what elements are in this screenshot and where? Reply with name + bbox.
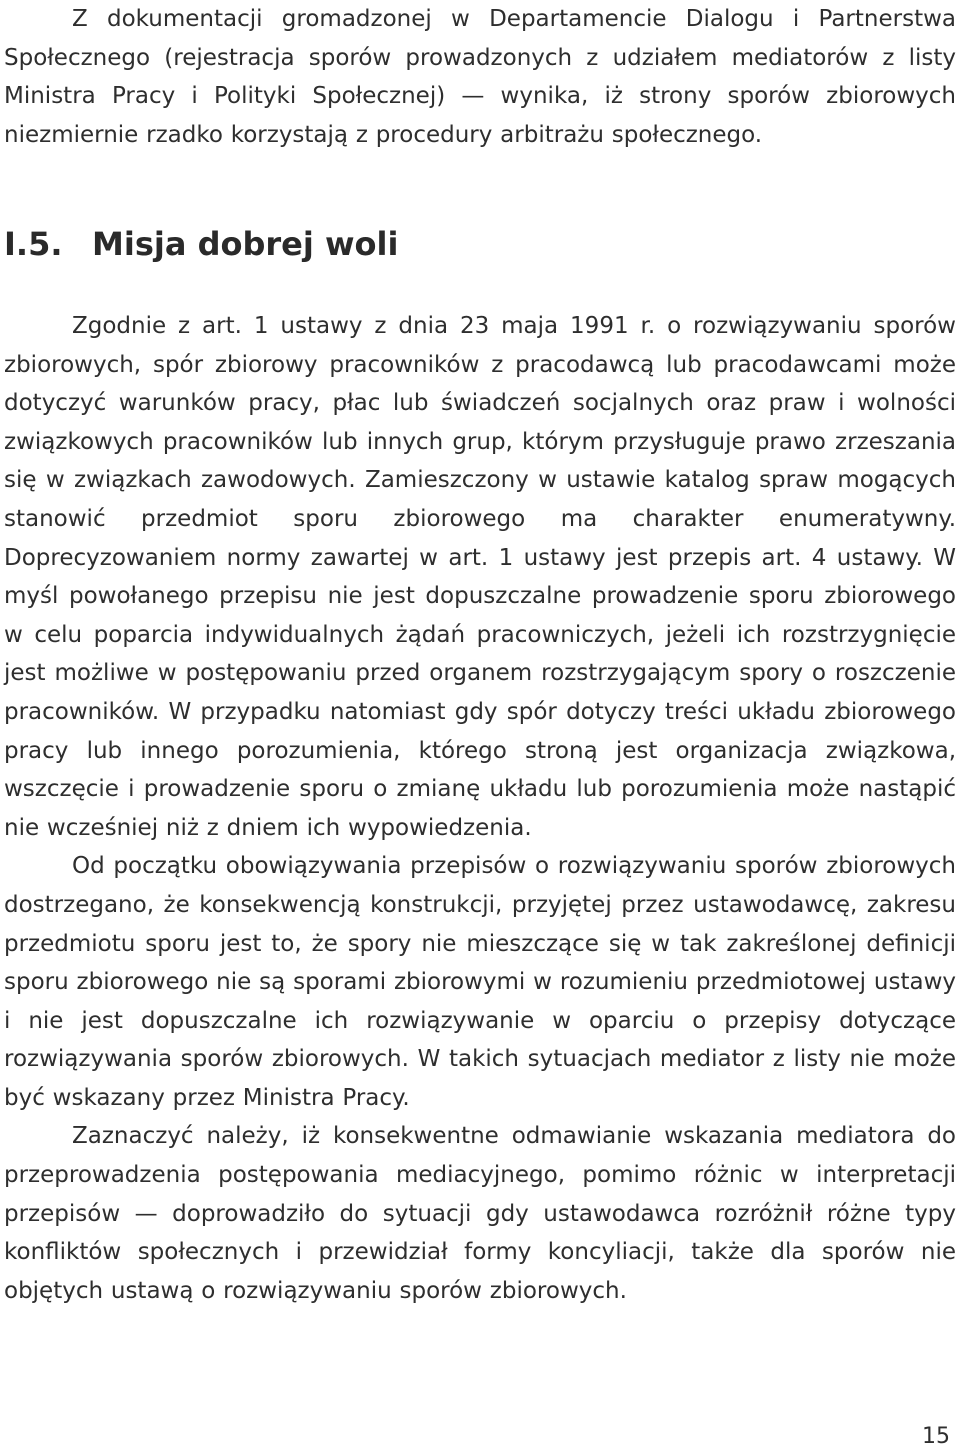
intro-paragraph: Z dokumentacji gromadzonej w Departamencie Dialogu i Partnerstwa Społecznego (rejestracja sporów prowadzonych z udziałem mediatorów z listy Ministra Pracy i Polityki Społecznej) — wynika, iż strony sporów zbiorowych niezmiernie rzadko korzystają z procedury arbitrażu społecznego. <box>4 6 956 148</box>
paragraph-definition: Zgodnie z art. 1 ustawy z dnia 23 maja 1991 r. o rozwiązywaniu sporów zbiorowych, spór zbiorowy pracowników z pracodawcą lub pracodawcami może dotyczyć warunków pracy, płac lub świadczeń socjalnych oraz praw i wolności związkowych pracowników lub innych grup, którym przysługuje prawo zrzeszania się w związkach zawodowych. Zamieszczony w ustawie katalog spraw mogących stanowić przedmiot sporu zbiorowego ma charakter enumeratywny. Doprecyzowaniem normy zawartej w art. 1 ustawy jest przepis art. 4 ustawy. W myśl powołanego przepisu nie jest dopuszczalne prowadzenie sporu zbiorowego w celu poparcia indywidualnych żądań pracowniczych, jeżeli ich rozstrzygnięcie jest możliwe w postępowaniu przed organem rozstrzygającym spory o roszczenie pracowników. W przypadku natomiast gdy spór dotyczy treści układu zbiorowego pracy lub innego porozumienia, którego stroną jest organizacja związkowa, wszczęcie i prowadzenie sporu o zmianę układu lub porozumienia może nastąpić nie wcześniej niż z dniem ich wypowiedzenia. <box>4 313 956 841</box>
document-page <box>4 0 956 1452</box>
section-number: I.5. <box>4 225 63 263</box>
paragraph-practice: Od początku obowiązywania przepisów o rozwiązywaniu sporów zbiorowych dostrzegano, że konsekwencją konstrukcji, przyjętej przez ustawodawcę, zakresu przedmiotu sporu jest to, że spory nie mieszczące się w tak zakreślonej definicji sporu zbiorowego nie są sporami zbiorowymi w rozumieniu przedmiotowej ustawy i nie jest dopuszczalne ich rozwiązywanie w oparciu o przepisy dotyczące rozwiązywania sporów zbiorowych. W takich sytuacjach mediator z listy nie może być wskazany przez Ministra Pracy. <box>4 853 956 1111</box>
section-body <box>4 307 956 1310</box>
section-title: Misja dobrej woli <box>92 225 399 263</box>
section-heading <box>4 222 398 266</box>
page-number: 15 <box>922 1424 950 1449</box>
paragraph-conclusion: Zaznaczyć należy, iż konsekwentne odmawianie wskazania mediatora do przeprowadzenia postępowania mediacyjnego, pomimo różnic w interpretacji przepisów — doprowadziło do sytuacji gdy ustawodawca rozróżnił różne typy konfliktów społecznych i przewidział formy koncyliacji, także dla sporów nie objętych ustawą o rozwiązywaniu sporów zbiorowych. <box>4 1123 956 1304</box>
